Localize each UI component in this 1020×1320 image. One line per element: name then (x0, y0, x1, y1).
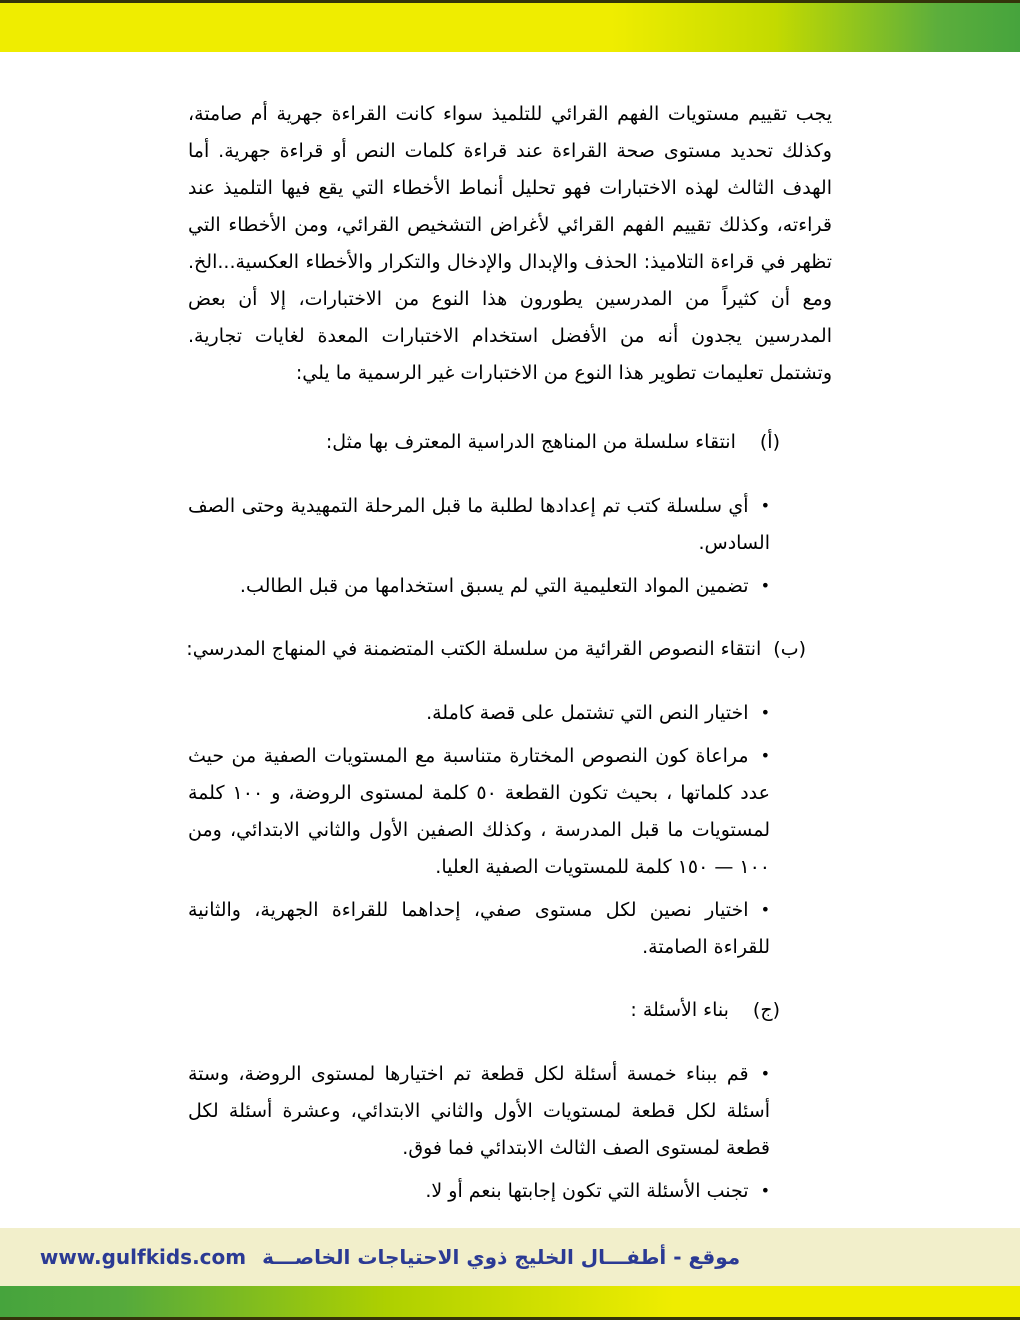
bullet-icon: • (760, 1064, 770, 1083)
section-a-label: (أ) (759, 431, 780, 453)
list-item (188, 1055, 770, 1167)
section-b-label: (ب) (773, 638, 806, 660)
top-decorative-band (0, 0, 1020, 52)
section-a-bullet-list (188, 487, 832, 605)
bullet-icon: • (760, 1181, 770, 1200)
section-a-title: انتقاء سلسلة من المناهج الدراسية المعترف بها مثل: (325, 431, 736, 453)
bullet-icon: • (760, 496, 770, 515)
section-c-label: (ج) (752, 999, 780, 1021)
section-a-heading (188, 424, 780, 461)
section-b-heading (188, 631, 806, 668)
list-item (188, 487, 770, 562)
list-item-text: تجنب الأسئلة التي تكون إجابتها بنعم أو لا. (425, 1180, 749, 1202)
list-item (188, 694, 770, 732)
bullet-icon: • (760, 900, 770, 919)
bullet-icon: • (760, 746, 770, 765)
section-b-bullet-list (188, 694, 832, 966)
list-item-text: مراعاة كون النصوص المختارة متناسبة مع المستويات الصفية من حيث عدد كلماتها ، بحيث تكون القطعة ٥٠ كلمة لمستوى الروضة، و ١٠٠ كلمة لمستويات ما قبل المدرسة ، وكذلك الصفين الأول والثاني الابتدائي، ومن ١٠٠ — ١٥٠ كلمة للمستويات الصفية العليا. (188, 745, 770, 878)
section-c-heading (188, 992, 780, 1029)
section-c-title: بناء الأسئلة : (630, 999, 729, 1021)
list-item (188, 737, 770, 886)
section-c-bullet-list (188, 1055, 832, 1210)
footer-site-name: موقع - أطفـــال الخليج ذوي الاحتياجات الخاصـــة (262, 1245, 741, 1269)
list-item (188, 1172, 770, 1210)
section-b-title: انتقاء النصوص القرائية من سلسلة الكتب المتضمنة في المنهاج المدرسي: (186, 638, 762, 660)
bullet-icon: • (760, 703, 770, 722)
document-content (0, 52, 1020, 1228)
list-item (188, 891, 770, 966)
footer-bar (0, 1228, 1020, 1286)
intro-paragraph: يجب تقييم مستويات الفهم القرائي للتلميذ سواء كانت القراءة جهرية أم صامتة، وكذلك تحديد مستوى صحة القراءة عند قراءة كلمات النص أو قراءة جهرية. أما الهدف الثالث لهذه الاختبارات فهو تحليل أنماط الأخطاء التي يقع فيها التلميذ عند قراءته، وكذلك تقييم الفهم القرائي لأغراض التشخيص القرائي، ومن الأخطاء التي تظهر في قراءة التلاميذ: الحذف والإبدال والإدخال والتكرار والأخطاء العكسية...الخ. ومع أن كثيراً من المدرسين يطورون هذا النوع من الاختبارات، إلا أن بعض المدرسين يجدون أنه من الأفضل استخدام الاختبارات المعدة لغايات تجارية. وتشتمل تعليمات تطوير هذا النوع من الاختبارات غير الرسمية ما يلي: (188, 103, 832, 384)
list-item-text: اختيار نصين لكل مستوى صفي، إحداهما للقراءة الجهرية، والثانية للقراءة الصامتة. (188, 899, 770, 958)
list-item (188, 567, 770, 605)
list-item-text: أي سلسلة كتب تم إعدادها لطلبة ما قبل المرحلة التمهيدية وحتى الصف السادس. (188, 495, 770, 554)
bottom-decorative-band (0, 1286, 1020, 1320)
list-item-text: قم ببناء خمسة أسئلة لكل قطعة تم اختيارها لمستوى الروضة، وستة أسئلة لكل قطعة لمستويات الأول والثاني الابتدائي، وعشرة أسئلة لكل قطعة لمستوى الصف الثالث الابتدائي فما فوق. (188, 1063, 770, 1159)
footer-url-link[interactable]: www.gulfkids.com (39, 1245, 247, 1269)
list-item-text: تضمين المواد التعليمية التي لم يسبق استخدامها من قبل الطالب. (239, 575, 749, 597)
bullet-icon: • (760, 576, 770, 595)
list-item-text: اختيار النص التي تشتمل على قصة كاملة. (426, 702, 749, 724)
